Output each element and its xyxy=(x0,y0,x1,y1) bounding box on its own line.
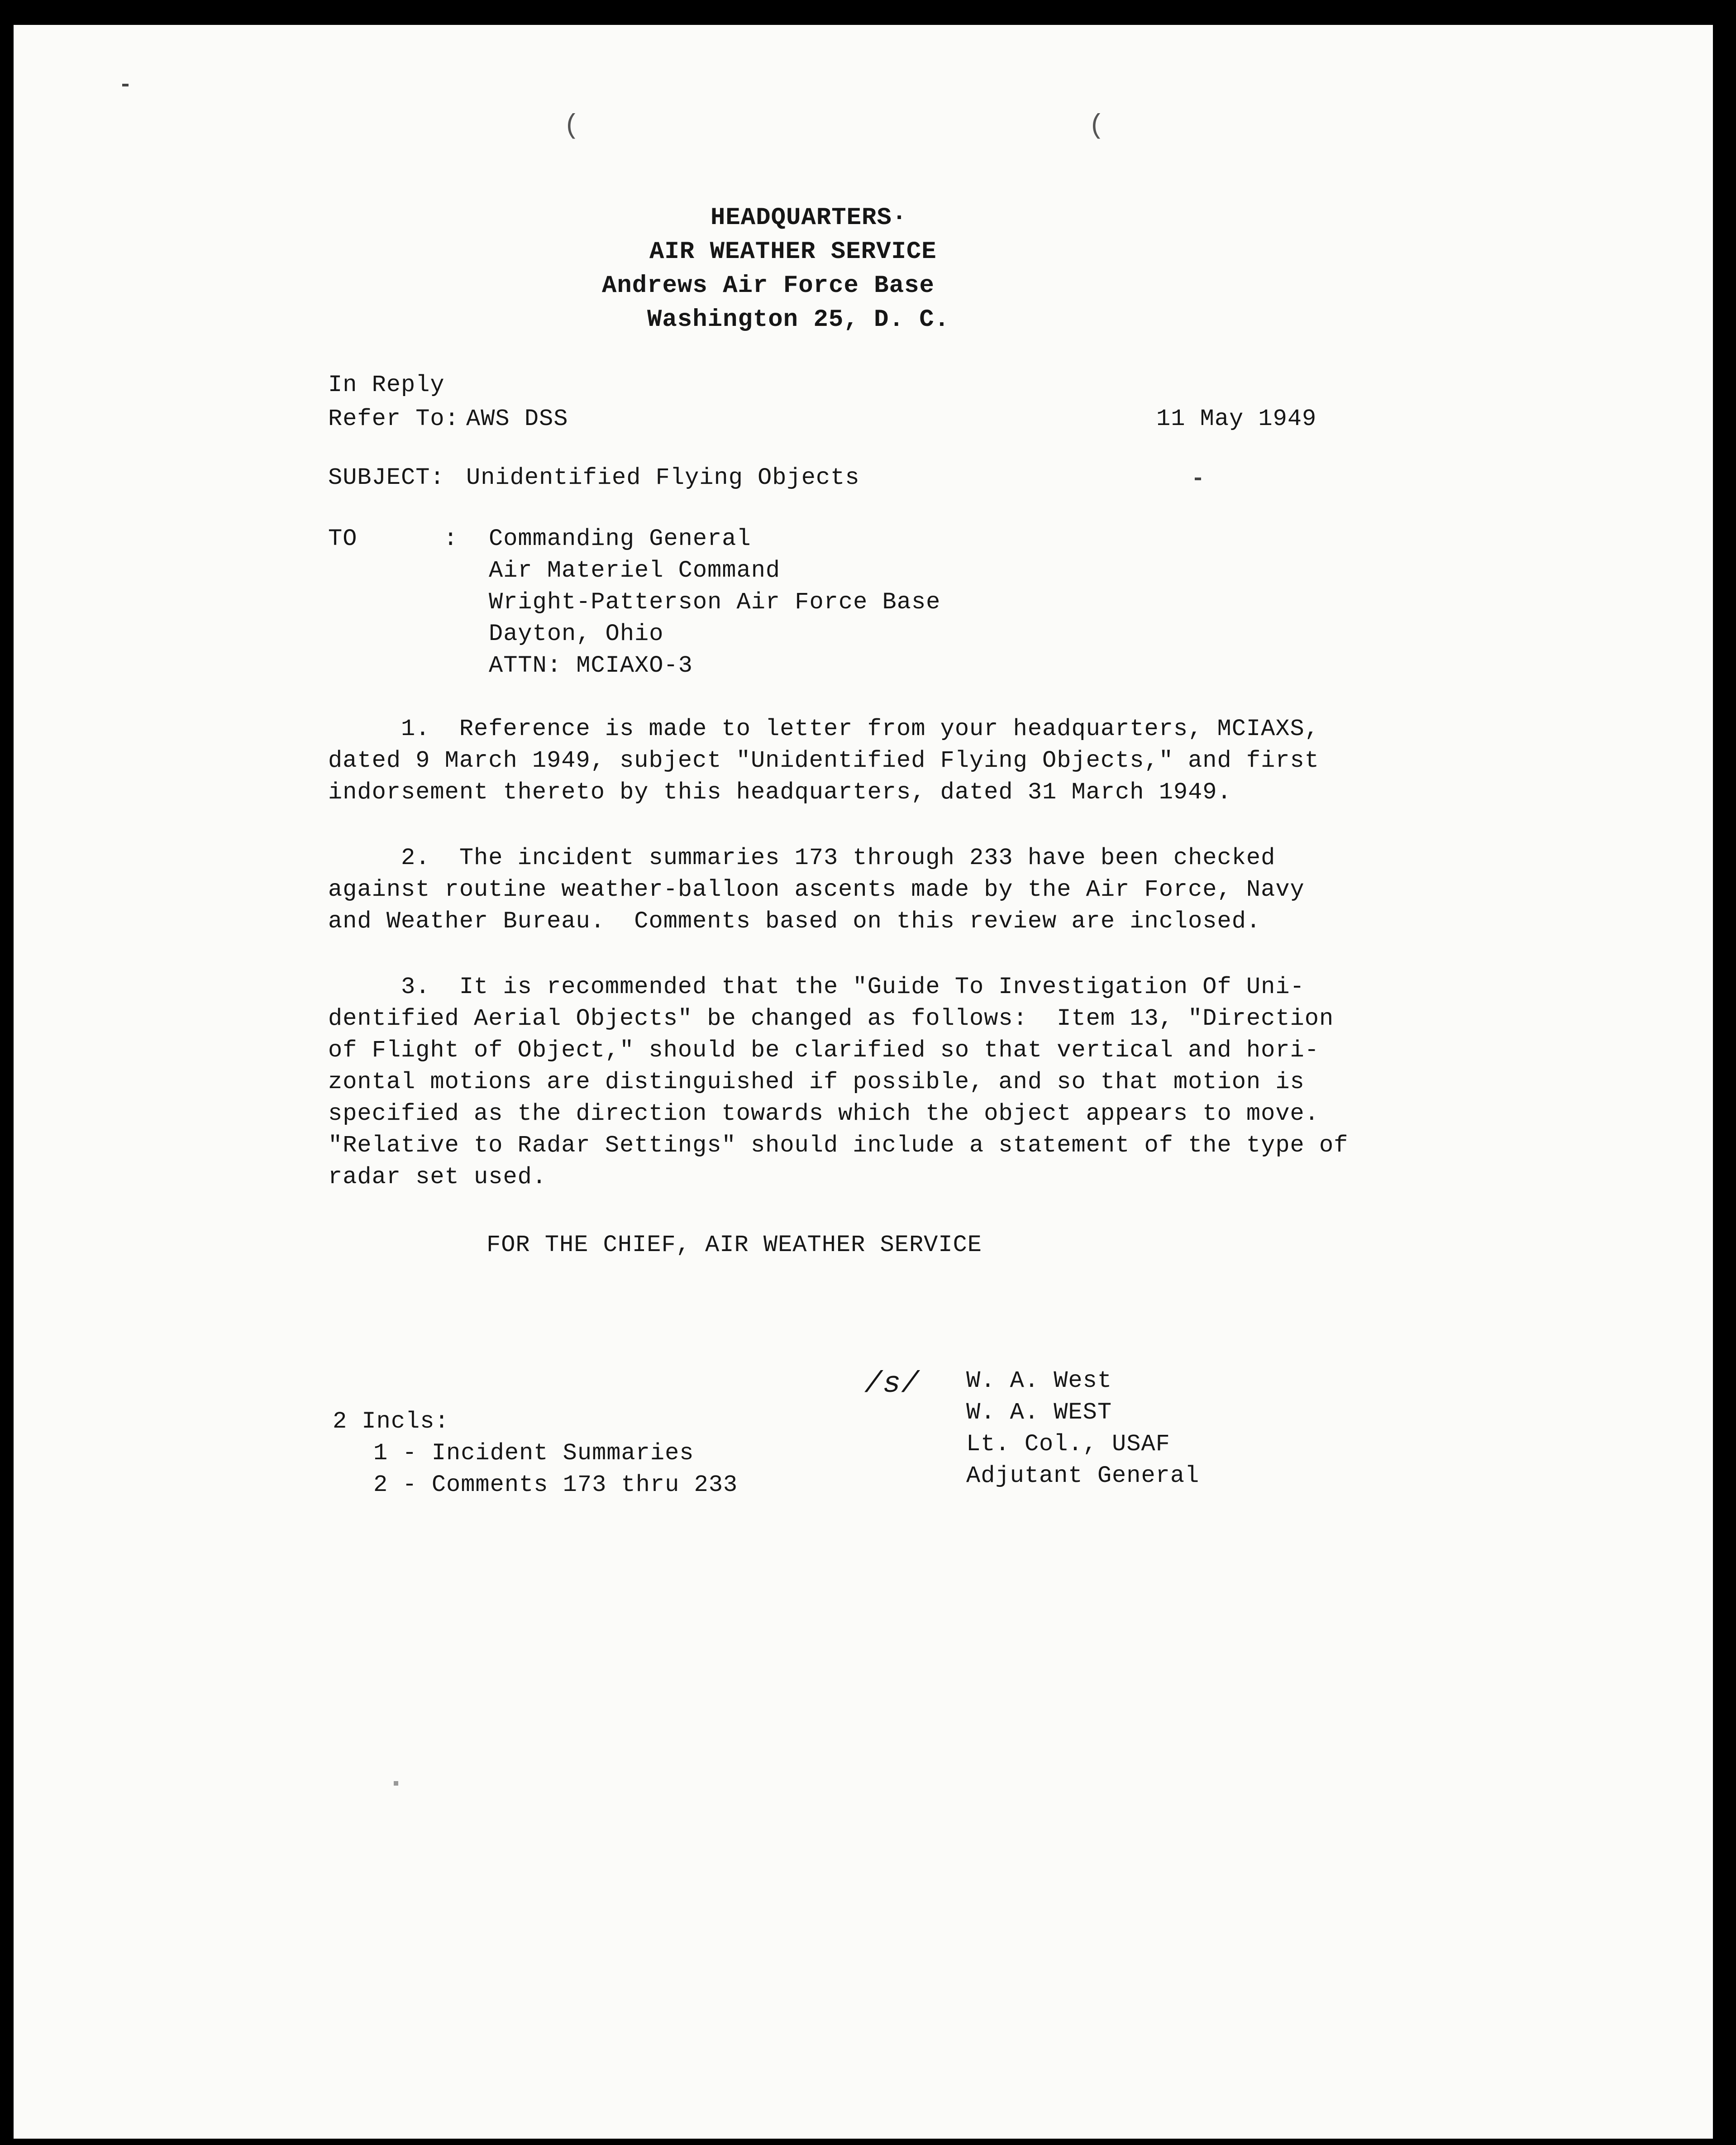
subject-label: SUBJECT: xyxy=(328,464,445,491)
paragraph-2-line-2: against routine weather-balloon ascents made by the Air Force, Navy xyxy=(328,876,1305,903)
addressee-line-4: Dayton, Ohio xyxy=(489,621,664,647)
paragraph-3-line-7: radar set used. xyxy=(328,1164,547,1190)
refer-to-value: AWS DSS xyxy=(466,406,568,432)
addressee-line-1: Commanding General xyxy=(489,526,751,552)
scan-mark: ( xyxy=(563,111,580,142)
paragraph-3-line-4: zontal motions are distinguished if possible, and so that motion is xyxy=(328,1069,1305,1095)
to-label: TO xyxy=(328,526,358,552)
inclosures-label: 2 Incls: xyxy=(333,1408,449,1435)
addressee-line-2: Air Materiel Command xyxy=(489,557,781,584)
addressee-line-5: ATTN: MCIAXO-3 xyxy=(489,652,693,679)
paragraph-1-line-3: indorsement thereto by this headquarters, dated 31 March 1949. xyxy=(328,779,1232,806)
scan-speck xyxy=(122,84,129,86)
paragraph-3-line-6: "Relative to Radar Settings" should include a statement of the type of xyxy=(328,1132,1349,1159)
paragraph-1-line-2: dated 9 March 1949, subject "Unidentified Flying Objects," and first xyxy=(328,747,1319,774)
letterhead-line-3: Andrews Air Force Base xyxy=(602,272,935,300)
inclosure-item-2: 2 - Comments 173 thru 233 xyxy=(373,1471,738,1498)
addressee-line-3: Wright-Patterson Air Force Base xyxy=(489,589,941,616)
paragraph-3-line-3: of Flight of Object," should be clarified so that vertical and hori- xyxy=(328,1037,1319,1064)
to-colon: : xyxy=(444,526,458,552)
paragraph-1-line-1: 1. Reference is made to letter from your headquarters, MCIAXS, xyxy=(328,716,1319,742)
closing-line: FOR THE CHIEF, AIR WEATHER SERVICE xyxy=(486,1232,982,1258)
letter-date: 11 May 1949 xyxy=(1156,406,1317,432)
in-reply-label: In Reply xyxy=(328,372,445,398)
document-page xyxy=(14,25,1713,2139)
paragraph-3-line-5: specified as the direction towards which the object appears to move. xyxy=(328,1100,1319,1127)
signature-line-1: W. A. West xyxy=(966,1367,1112,1394)
scan-mark: ( xyxy=(1088,111,1105,142)
refer-to-label: Refer To: xyxy=(328,406,459,432)
paragraph-2-line-1: 2. The incident summaries 173 through 233 have been checked xyxy=(328,845,1276,871)
subject-value: Unidentified Flying Objects xyxy=(466,464,860,491)
paragraph-3-line-1: 3. It is recommended that the "Guide To Investigation Of Uni- xyxy=(328,974,1305,1000)
signature-line-4: Adjutant General xyxy=(966,1462,1200,1489)
scan-speck xyxy=(1195,478,1201,480)
letterhead-line-1: HEADQUARTERS· xyxy=(711,204,907,232)
signature-mark: /s/ xyxy=(864,1367,920,1401)
paragraph-2-line-3: and Weather Bureau. Comments based on this review are inclosed. xyxy=(328,908,1261,935)
paragraph-3-line-2: dentified Aerial Objects" be changed as follows: Item 13, "Direction xyxy=(328,1005,1334,1032)
signature-line-2: W. A. WEST xyxy=(966,1399,1112,1426)
scan-speck xyxy=(394,1781,398,1786)
letterhead-line-4: Washington 25, D. C. xyxy=(647,306,950,334)
signature-line-3: Lt. Col., USAF xyxy=(966,1431,1170,1457)
letterhead-line-2: AIR WEATHER SERVICE xyxy=(649,238,937,266)
inclosure-item-1: 1 - Incident Summaries xyxy=(373,1440,694,1467)
